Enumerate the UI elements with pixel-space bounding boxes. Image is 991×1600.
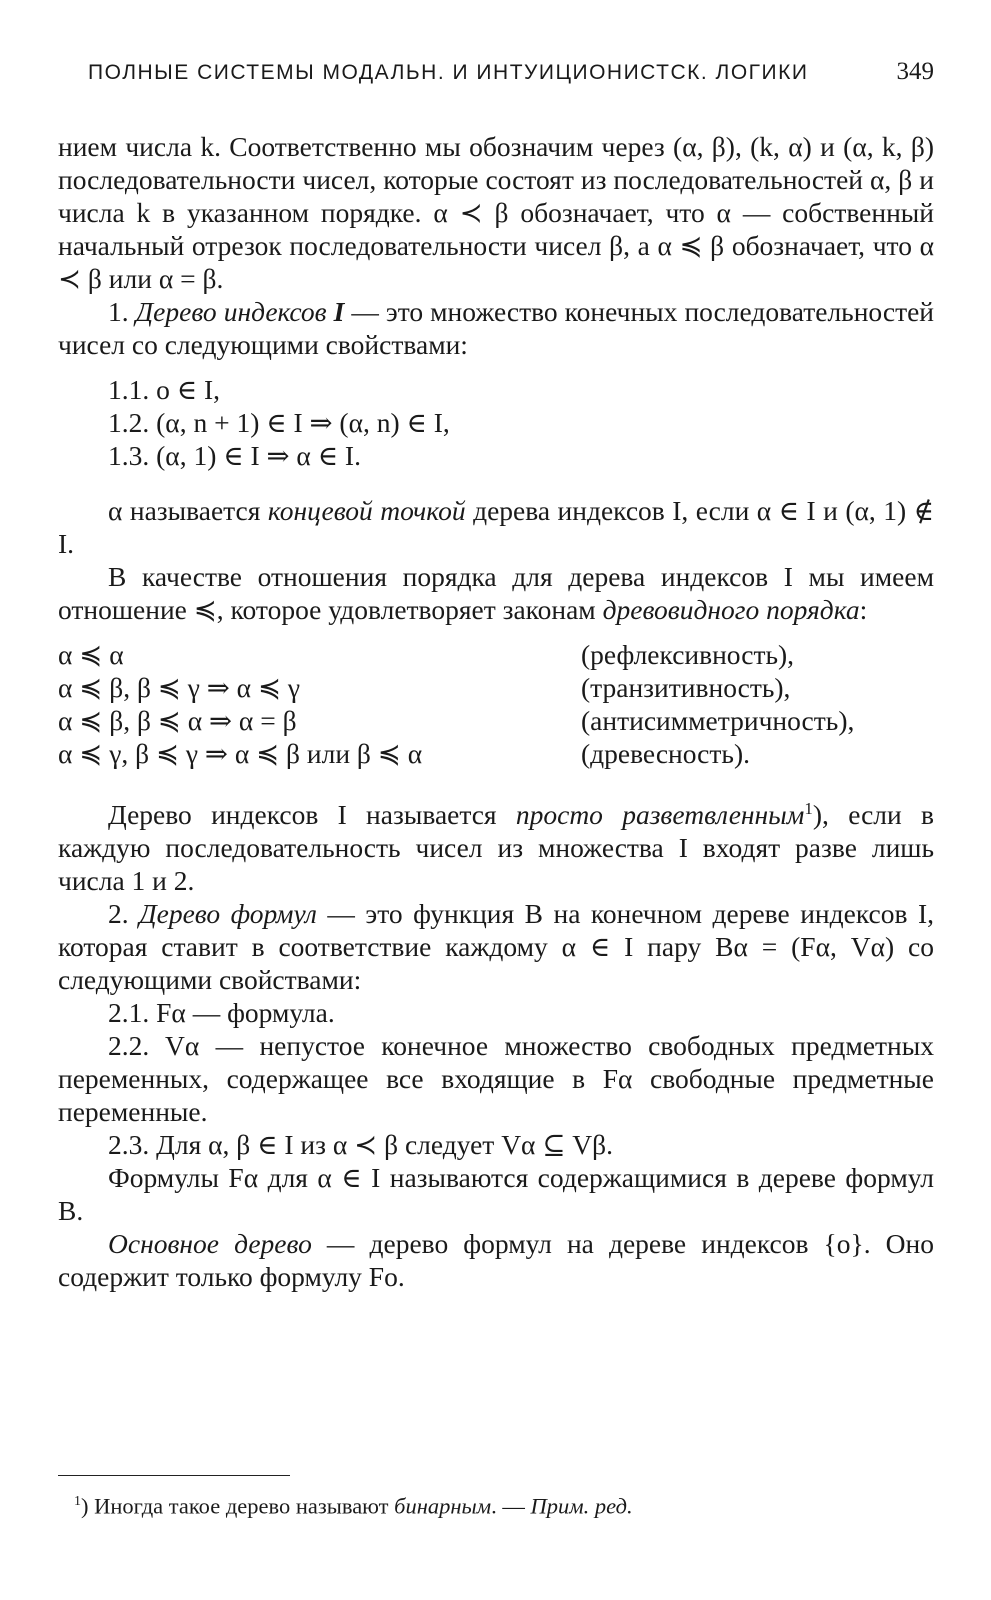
term-endpoint: концевой точкой bbox=[267, 495, 466, 526]
spacer bbox=[58, 626, 934, 638]
term-binary: бинарным bbox=[394, 1493, 492, 1519]
paragraph-notation: нием числа k. Соответственно мы обозначим через (α, β), (k, α) и (α, k, β) последовательности чисел, которые состоят из последовательностей α, β и числа k в указанном порядке. α ≺ β обозначает, что α — собственный начальный отрезок последовательности чисел β, а α ≼ β обозначает, что α ≺ β или α = β. bbox=[58, 131, 934, 294]
law-formula: α ≼ γ, β ≼ γ ⇒ α ≼ β или β ≼ α bbox=[58, 738, 423, 769]
def-symbol: I bbox=[333, 296, 345, 327]
order-laws bbox=[58, 638, 934, 770]
law-name: (древесность). bbox=[581, 738, 750, 769]
law-name: (антисимметричность), bbox=[581, 705, 855, 736]
paragraph-simple-branching bbox=[58, 792, 934, 897]
text-segment: ) Иногда такое дерево называют bbox=[80, 1493, 395, 1519]
definition-formula-tree bbox=[58, 897, 934, 996]
text-segment: α называется bbox=[108, 495, 268, 526]
page-body bbox=[58, 130, 934, 1293]
law-formula: α ≼ β, β ≼ γ ⇒ α ≼ γ bbox=[58, 672, 301, 703]
text-segment: ), если в каждую последовательность чисел из множества I входят разве лишь числа 1 и 2. bbox=[58, 799, 934, 897]
text-segment: : bbox=[859, 594, 868, 625]
law-name: (рефлексивность), bbox=[581, 639, 795, 670]
formula-tree-property-2: 2.2. Vα — непустое конечное множество свободных предметных переменных, содержащее все входящие в Fα свободные предметные переменные. bbox=[58, 1030, 934, 1128]
def-number: 2. bbox=[108, 898, 140, 930]
law-row bbox=[58, 638, 934, 671]
def-term: Дерево формул bbox=[139, 898, 317, 930]
def-text: — это множество конечных последовательностей чисел со следующими свойствами: bbox=[58, 296, 935, 360]
law-row bbox=[58, 671, 934, 704]
term-basic-tree: Основное дерево bbox=[108, 1228, 312, 1260]
text-segment: . — bbox=[491, 1493, 531, 1519]
footnote-marker: 1 bbox=[804, 799, 813, 818]
paragraph-basic-tree bbox=[58, 1227, 934, 1293]
text-segment: Дерево индексов I называется bbox=[108, 799, 516, 831]
law-formula: α ≼ β, β ≼ α ⇒ α = β bbox=[58, 705, 297, 736]
term-simple-branching: просто разветвленным bbox=[515, 799, 805, 831]
def-term: Дерево индексов bbox=[135, 296, 327, 327]
def-number: 1. bbox=[108, 296, 136, 327]
formula-tree-property-3: 2.3. Для α, β ∈ I из α ≺ β следует Vα ⊆ Vβ. bbox=[108, 1129, 613, 1161]
text-segment: — дерево формул на дереве индексов {o}. Оно содержит только формулу Fo. bbox=[58, 1228, 934, 1293]
page-header bbox=[88, 58, 934, 86]
law-name: (транзитивность), bbox=[581, 672, 791, 703]
term-tree-order: древовидного порядка bbox=[602, 594, 860, 625]
law-row bbox=[58, 737, 934, 770]
paragraph-order bbox=[58, 560, 934, 626]
index-tree-property-2: 1.2. (α, n + 1) ∈ I ⇒ (α, n) ∈ I, bbox=[108, 407, 450, 438]
running-title: ПОЛНЫЕ СИСТЕМЫ МОДАЛЬН. И ИНТУИЦИОНИСТСК. ЛОГИКИ bbox=[88, 61, 809, 84]
footnote bbox=[74, 1487, 934, 1522]
index-tree-property-1: 1.1. o ∈ I, bbox=[108, 374, 221, 405]
spacer bbox=[58, 770, 934, 792]
page-number: 349 bbox=[896, 58, 934, 85]
footnote-number: 1 bbox=[74, 1494, 81, 1509]
definition-index-tree bbox=[58, 295, 934, 361]
index-tree-property-3: 1.3. (α, 1) ∈ I ⇒ α ∈ I. bbox=[108, 440, 361, 471]
spacer bbox=[58, 472, 934, 494]
law-row bbox=[58, 704, 934, 737]
text-segment: дерева индексов I, если α ∈ I и (α, 1) ∉ I. bbox=[58, 495, 934, 559]
formula-tree-property-1: 2.1. Fα — формула. bbox=[108, 997, 335, 1029]
def-text: — это функция B на конечном дереве индексов I, которая ставит в соответствие каждому α ∈ I пару Bα = (Fα, Vα) со следующими свойствами: bbox=[58, 898, 934, 996]
spacer bbox=[58, 361, 934, 373]
paragraph-contained: Формулы Fα для α ∈ I называются содержащимися в дереве формул B. bbox=[58, 1162, 934, 1227]
paragraph-endpoint bbox=[58, 494, 934, 560]
editor-note: Прим. ред. bbox=[530, 1493, 633, 1519]
text-segment: В качестве отношения порядка для дерева индексов I мы имеем отношение ≼, которое удовлетворяет законам bbox=[58, 561, 934, 625]
footnote-separator bbox=[58, 1475, 290, 1476]
law-formula: α ≼ α bbox=[58, 639, 124, 670]
